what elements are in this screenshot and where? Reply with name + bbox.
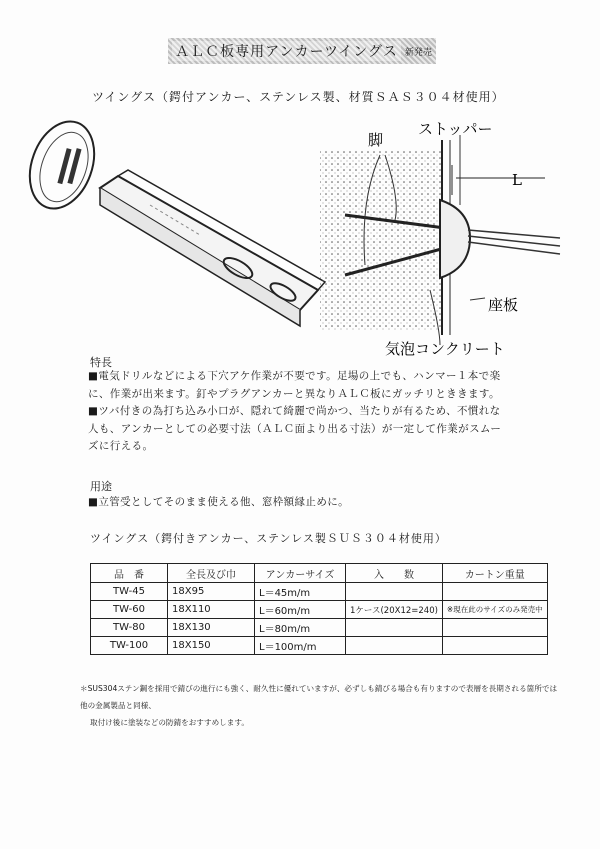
header-weight: カートン重量 <box>442 564 547 583</box>
usage-body: ■立管受としてそのまま使える他、窓枠額縁止めに。 <box>88 496 350 508</box>
feature-line: に、作業が出来ます。釘やプラグアンカーと異なりＡＬＣ板にガッチリとききます。 <box>88 387 500 400</box>
product-subtitle: ツイングス（鍔付アンカー、ステンレス製、材質ＳＡＳ３０４材使用） <box>92 90 505 104</box>
cell-anchor-size: L＝100m/m <box>255 637 346 655</box>
cell-weight <box>442 637 547 655</box>
header-size: 全長及び巾 <box>168 564 255 583</box>
feature-line: ■電気ドリルなどによる下穴アケ作業が不要です。足場の上でも、ハンマー１本で楽 <box>88 370 501 382</box>
table-caption: ツイングス（鍔付きアンカー、ステンレス製ＳＵＳ３０４材使用） <box>90 532 447 545</box>
cell-quantity <box>346 619 443 637</box>
label-leg: 脚 <box>368 131 384 149</box>
table-row <box>91 583 548 601</box>
wall-section-drawing <box>320 135 560 345</box>
header-part-no: 品 番 <box>91 564 168 583</box>
banner-title: ＡＬＣ板専用アンカーツイングス <box>172 41 401 61</box>
anchor-strip-drawing <box>100 170 325 326</box>
cell-size: 18X110 <box>168 601 255 619</box>
cell-part-no: TW-45 <box>91 583 168 601</box>
cell-size: 18X150 <box>168 637 255 655</box>
cell-size: 18X130 <box>168 619 255 637</box>
cell-part-no: TW-60 <box>91 601 168 619</box>
feature-line: ズに行える。 <box>88 440 154 452</box>
banner-badge: 新発売 <box>404 47 432 58</box>
cell-weight: ※現在此のサイズのみ発売中 <box>442 601 547 619</box>
cell-part-no: TW-80 <box>91 619 168 637</box>
cell-weight <box>442 583 547 601</box>
anchor-head-drawing <box>18 112 105 217</box>
feature-line: 人も、アンカーとしての必要寸法（ＡＬＣ面より出る寸法）が一定して作業がスムー <box>88 422 502 435</box>
cell-weight <box>442 619 547 637</box>
cell-anchor-size: L＝45m/m <box>255 583 346 601</box>
usage-heading: 用途 <box>90 480 112 493</box>
footnote-line: ＊SUS304ステン鋼を採用で錆びの進行にも強く、耐久性に優れていますが、必ずしも錆びる場合も有りますので表層を長期される箇所では他の金属製品と同様、 <box>80 684 558 710</box>
footnote <box>80 680 560 731</box>
cell-quantity <box>346 583 443 601</box>
table-row <box>91 619 548 637</box>
header-anchor-size: アンカーサイズ <box>255 564 346 583</box>
label-alc: 気泡コンクリート <box>385 340 505 358</box>
features-body <box>88 368 543 456</box>
product-illustration <box>0 0 600 360</box>
cell-quantity <box>346 637 443 655</box>
table-row <box>91 601 548 619</box>
cell-anchor-size: L＝80m/m <box>255 619 346 637</box>
label-seat: 座板 <box>488 296 519 314</box>
cell-size: 18X95 <box>168 583 255 601</box>
spec-table <box>90 563 548 655</box>
cell-anchor-size: L＝60m/m <box>255 601 346 619</box>
feature-line: ■ツバ付きの為打ち込み小口が、隠れて綺麗で尚かつ、当たりが有るため、不慣れな <box>88 405 501 417</box>
features-heading: 特長 <box>90 356 112 369</box>
header-quantity: 入 数 <box>346 564 443 583</box>
label-stopper: ストッパー <box>418 120 493 138</box>
cell-part-no: TW-100 <box>91 637 168 655</box>
footnote-line: 取付け後に塗装などの防錆をおすすめします。 <box>90 718 249 727</box>
cell-quantity: 1ケース(20X12=240) <box>346 601 443 619</box>
table-header-row <box>91 564 548 583</box>
table-row <box>91 637 548 655</box>
label-length: L <box>512 171 522 189</box>
